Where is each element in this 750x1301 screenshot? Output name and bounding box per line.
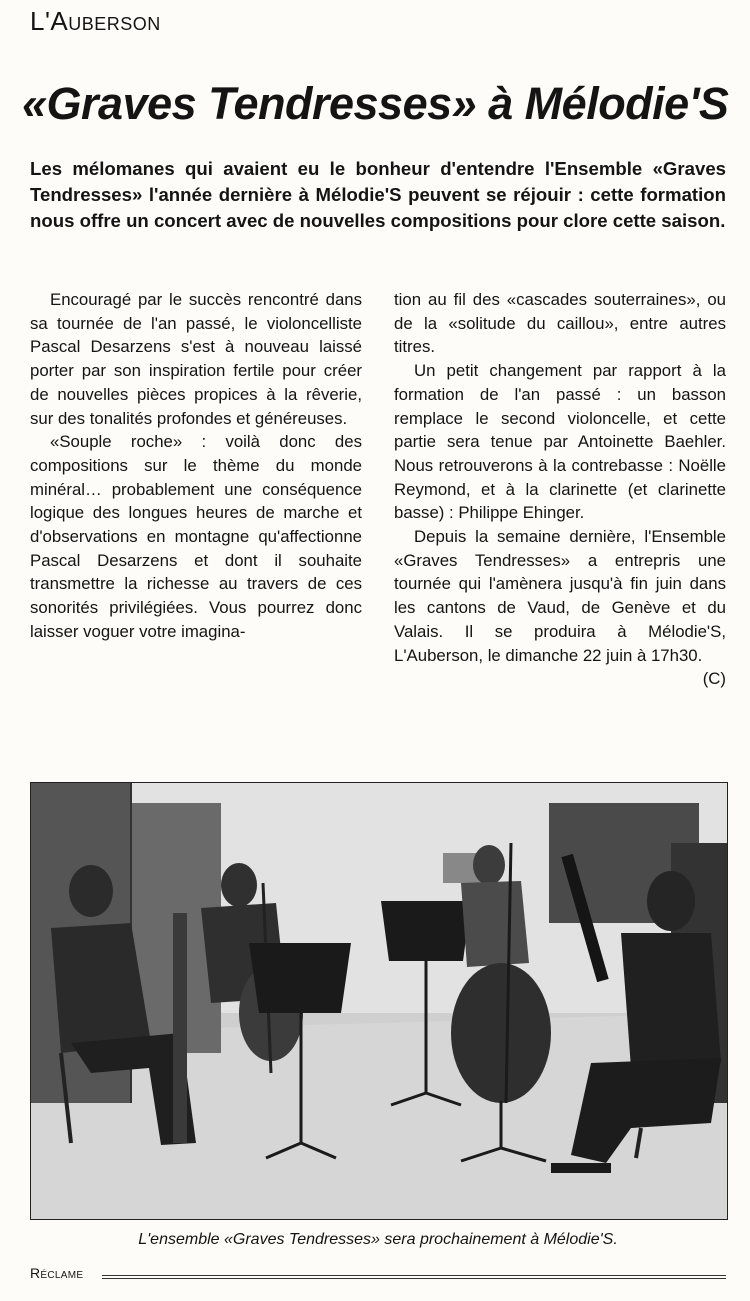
- footer-label: Réclame: [30, 1265, 84, 1281]
- ensemble-photo: [30, 782, 728, 1220]
- article-paragraph: Un petit changement par rapport à la formation de l'an passé : un basson remplace le second violoncelle, et cette partie sera tenue par Antoinette Baehler. Nous retrouverons à la contrebasse : Noëlle Reymond, et à la clarinette (et clarinette basse) : Philippe Ehinger.: [394, 361, 726, 523]
- article-paragraph: «Souple roche» : voilà donc des compositions sur le thème du monde minéral… probablement une conséquence logique des longues heures de marche et d'observations en montagne qu'affectionne Pascal Desarzens et dont il souhaite transmettre la richesse au travers de ces sonorités privilégiées. Vous pourrez donc laisser voguer votre imagina-: [30, 432, 362, 641]
- article-paragraph: Encouragé par le succès rencontré dans sa tournée de l'an passé, le violoncelliste Pascal Desarzens s'est à nouveau laissé porter par son inspiration fertile pour créer de nouvelles pièces propices à la rêverie, sur des tonalités profondes et généreuses.: [30, 290, 362, 428]
- article-paragraph-text: Depuis la semaine dernière, l'Ensemble «Graves Tendresses» a entrepris une tournée qui l'amènera jusqu'à fin juin dans les cantons de Vaud, de Genève et du Valais. Il se produira à Mélodie'S, L'Auberson, le dimanche 22 juin à 17h30.: [394, 527, 726, 665]
- article-lede: Les mélomanes qui avaient eu le bonheur d'entendre l'Ensemble «Graves Tendresses» l'année dernière à Mélodie'S peuvent se réjouir : cette formation nous offre un concert avec de nouvelles compositions pour clore cette saison.: [30, 158, 726, 231]
- page-footer: [30, 1265, 726, 1285]
- article-paragraph: tion au fil des «cascades souterraines», ou de la «solitude du caillou», entre autres titres.: [394, 290, 726, 357]
- article-column-left: [30, 288, 362, 644]
- footer-rule: [102, 1275, 726, 1279]
- article-title: «Graves Tendresses» à Mélodie'S: [22, 78, 729, 129]
- article-signature: (C): [702, 669, 726, 689]
- article-paragraph-last: [394, 525, 726, 689]
- photo-caption: L'ensemble «Graves Tendresses» sera prochainement à Mélodie'S.: [138, 1231, 618, 1248]
- section-header: L'Auberson: [30, 6, 161, 36]
- article-column-right: [394, 288, 726, 691]
